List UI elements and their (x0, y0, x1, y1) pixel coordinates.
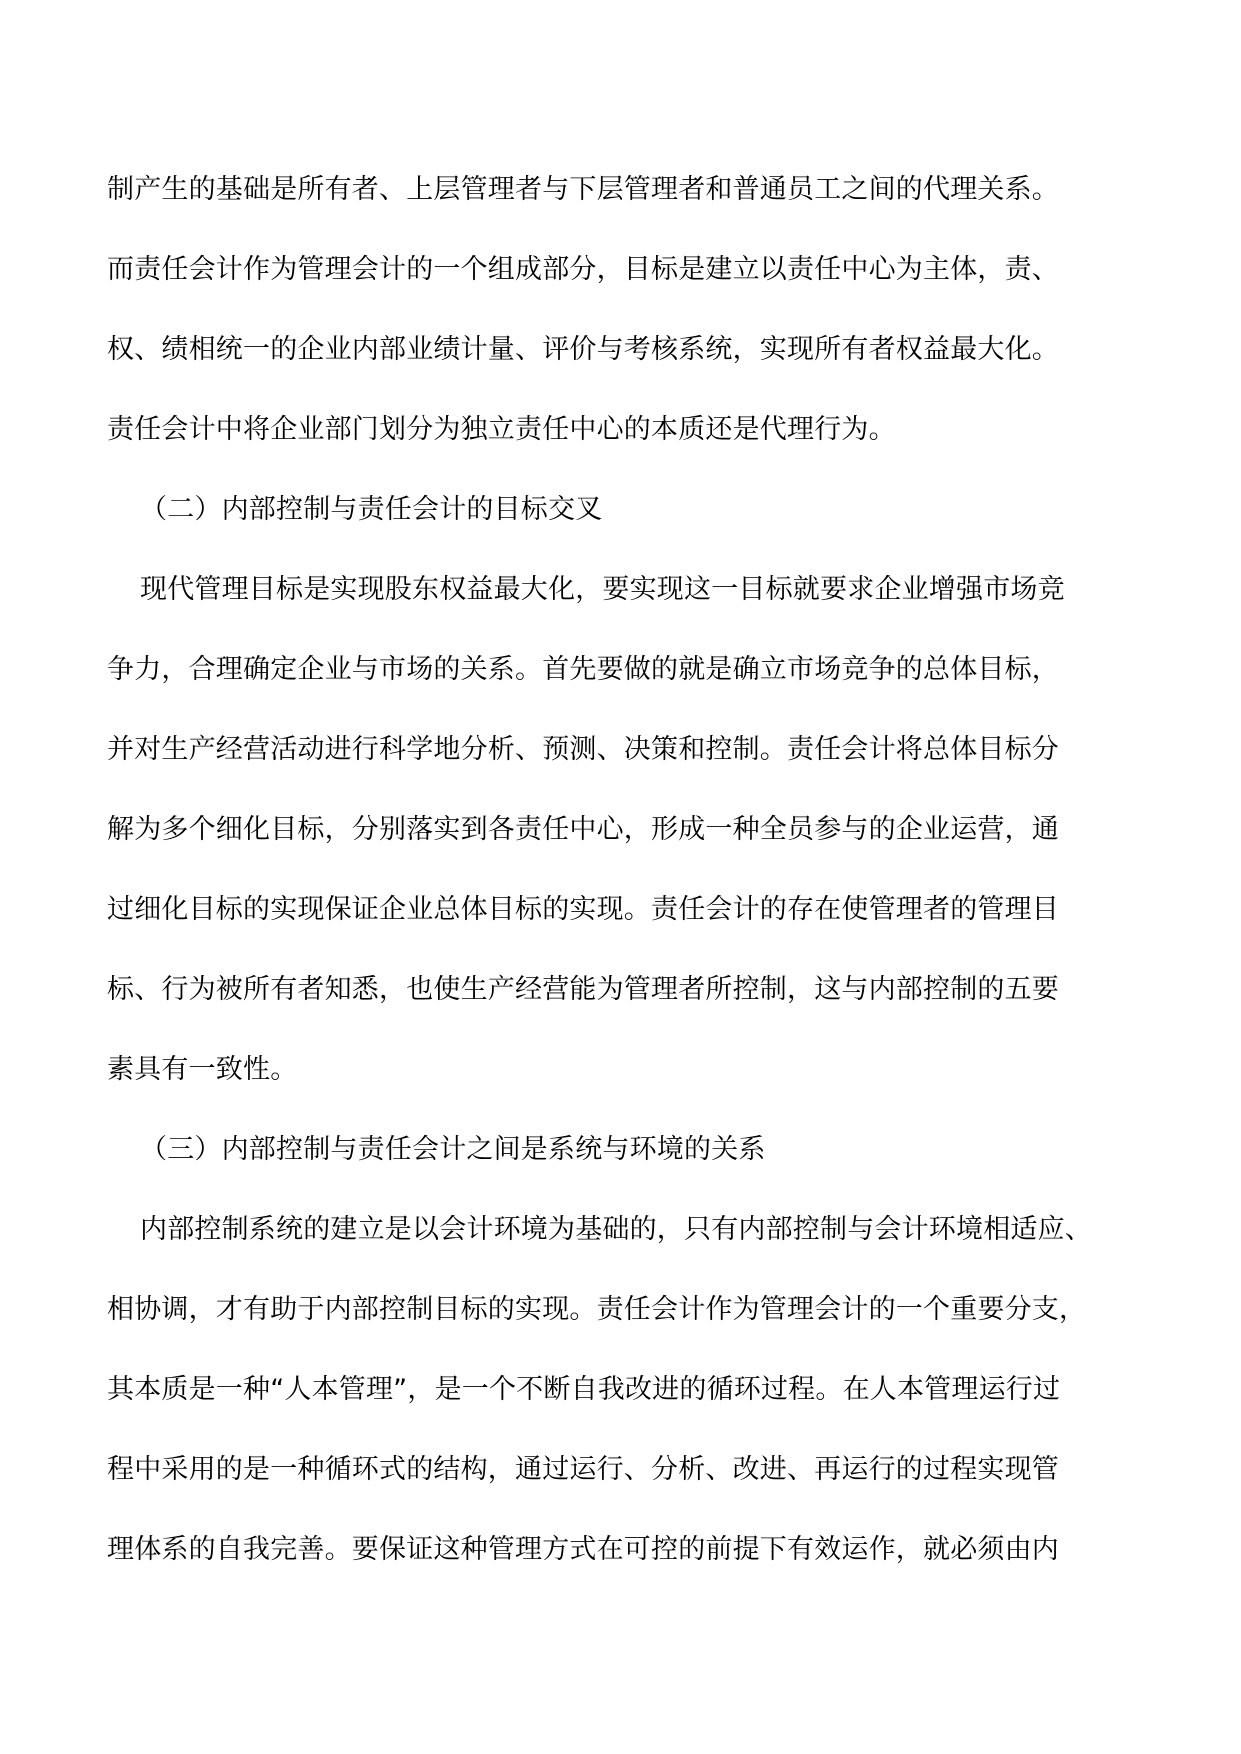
section-heading: （三）内部控制与责任会计之间是系统与环境的关系 (140, 1134, 766, 1165)
body-text-line: 相协调，才有助于内部控制目标的实现。责任会计作为管理会计的一个重要分支， (107, 1294, 1087, 1325)
body-text-line: 内部控制系统的建立是以会计环境为基础的，只有内部控制与会计环境相适应、 (140, 1214, 1092, 1245)
body-text-line: 责任会计中将企业部门划分为独立责任中心的本质还是代理行为。 (107, 414, 896, 445)
body-text-line: 争力，合理确定企业与市场的关系。首先要做的就是确立市场竞争的总体目标， (107, 654, 1059, 685)
body-text-line: 现代管理目标是实现股东权益最大化，要实现这一目标就要求企业增强市场竞 (140, 574, 1065, 605)
body-text-line: 理体系的自我完善。要保证这种管理方式在可控的前提下有效运作，就必须由内 (107, 1534, 1059, 1565)
body-text-line: 其本质是一种“人本管理”，是一个不断自我改进的循环过程。在人本管理运行过 (107, 1374, 1061, 1405)
body-text-line: 并对生产经营活动进行科学地分析、预测、决策和控制。责任会计将总体目标分 (107, 734, 1059, 765)
body-text-line: 而责任会计作为管理会计的一个组成部分，目标是建立以责任中心为主体，责、 (107, 254, 1059, 285)
body-text-line: 制产生的基础是所有者、上层管理者与下层管理者和普通员工之间的代理关系。 (107, 174, 1059, 205)
body-text-line: 程中采用的是一种循环式的结构，通过运行、分析、改进、再运行的过程实现管 (107, 1454, 1059, 1485)
section-heading: （二）内部控制与责任会计的目标交叉 (140, 494, 603, 525)
body-text-line: 过细化目标的实现保证企业总体目标的实现。责任会计的存在使管理者的管理目 (107, 894, 1059, 925)
body-text-line: 解为多个细化目标，分别落实到各责任中心，形成一种全员参与的企业运营，通 (107, 814, 1059, 845)
body-text-line: 权、绩相统一的企业内部业绩计量、评价与考核系统，实现所有者权益最大化。 (107, 334, 1059, 365)
body-text-line: 标、行为被所有者知悉，也使生产经营能为管理者所控制，这与内部控制的五要 (107, 974, 1059, 1005)
body-text-line: 素具有一致性。 (107, 1054, 298, 1085)
